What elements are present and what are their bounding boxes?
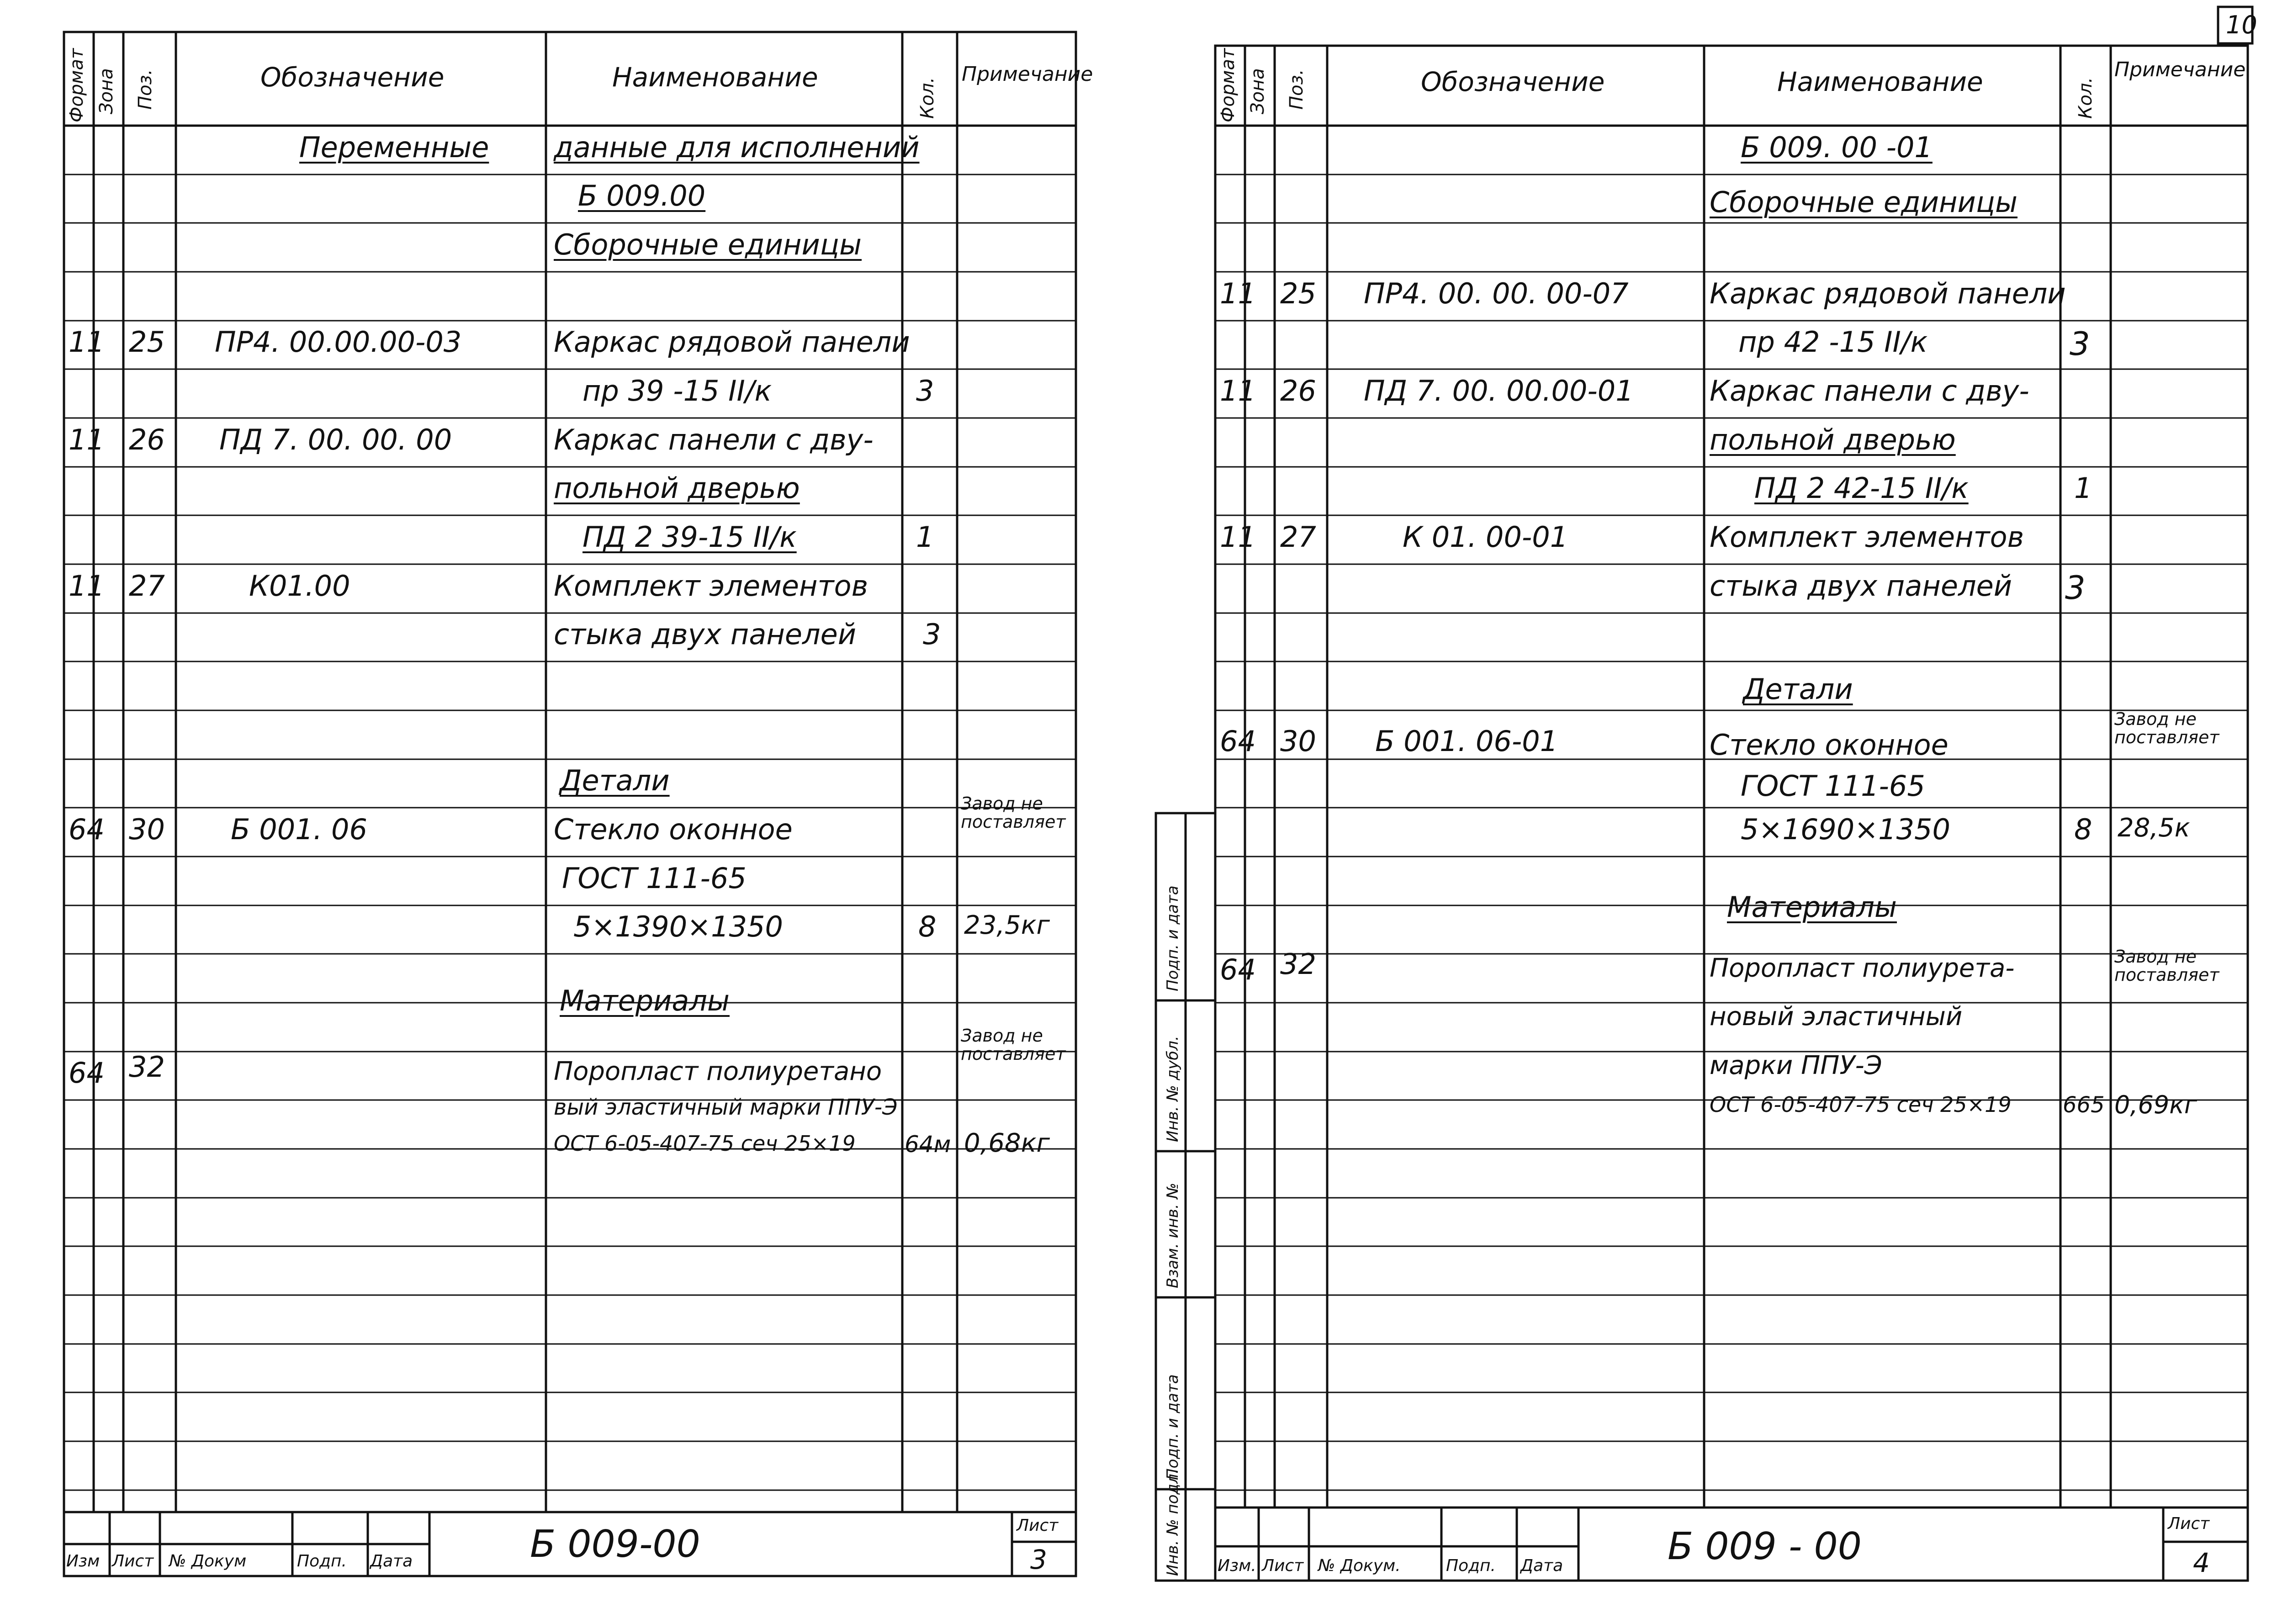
row-name: Каркас панели с дву- xyxy=(1710,374,2029,407)
section-title-variable: Переменные xyxy=(299,131,489,164)
row-pos: 25 xyxy=(1280,277,1316,310)
header-note: Примечание xyxy=(962,63,1093,86)
detail-name: Стекло оконное xyxy=(554,813,793,846)
side-label-orig-inv: Инв. № подл. xyxy=(1164,1469,1182,1576)
material-qty: 64м xyxy=(905,1131,951,1158)
tb-doc: № Докум. xyxy=(1318,1556,1401,1575)
row-name: Комплект элементов xyxy=(1710,520,2024,554)
detail-weight: 28,5к xyxy=(2118,813,2190,843)
material-format: 64 xyxy=(69,1056,105,1090)
material-format: 64 xyxy=(1220,953,1256,986)
row-designation: ПД 7. 00. 00.00-01 xyxy=(1364,374,1634,407)
material-pos: 32 xyxy=(1280,947,1316,981)
tb-sheet-label: Лист xyxy=(1017,1516,1059,1535)
row-format: 11 xyxy=(69,423,105,456)
detail-name-cont: ГОСТ 111-65 xyxy=(562,862,747,895)
header-name: Наименование xyxy=(612,62,818,93)
section-title-variants: данные для исполнений xyxy=(554,131,920,164)
header-note: Примечание xyxy=(2114,58,2246,81)
material-weight: 0,69кг xyxy=(2114,1090,2198,1119)
details-heading: Детали xyxy=(1743,672,1853,706)
detail-weight: 23,5кг xyxy=(964,910,1050,940)
detail-name-cont: ГОСТ 111-65 xyxy=(1741,769,1925,803)
material-note: Завод не поставляет xyxy=(2114,947,2219,985)
tb-sheet-label: Лист xyxy=(2168,1514,2210,1533)
row-format: 11 xyxy=(69,325,105,359)
materials-heading: Материалы xyxy=(560,984,730,1017)
row-qty: 3 xyxy=(923,618,941,651)
row-name-cont: ПД 2 42-15 II/к xyxy=(1754,471,1969,505)
row-pos: 27 xyxy=(1280,520,1316,554)
row-pos: 26 xyxy=(129,423,165,456)
row-name-cont: ПД 2 39-15 II/к xyxy=(582,520,797,554)
detail-pos: 30 xyxy=(1280,725,1316,758)
row-pos: 25 xyxy=(129,325,165,359)
material-name-cont: вый эластичный марки ППУ-Э xyxy=(554,1095,898,1120)
material-name-cont: марки ППУ-Э xyxy=(1710,1051,1882,1080)
row-qty: 3 xyxy=(916,374,934,407)
variant-code: Б 009.00 xyxy=(578,179,706,212)
row-format: 11 xyxy=(1220,374,1256,407)
tb-izm: Изм xyxy=(66,1552,100,1571)
material-weight: 0,68кг xyxy=(964,1128,1050,1158)
row-name: Каркас панели с дву- xyxy=(554,423,874,456)
row-name-cont: польной дверью xyxy=(554,471,800,505)
detail-name-cont: 5×1690×1350 xyxy=(1741,813,1950,846)
tb-sign: Подп. xyxy=(297,1552,347,1571)
row-pos: 26 xyxy=(1280,374,1316,407)
left-spec-sheet xyxy=(0,0,1115,1624)
row-name: Комплект элементов xyxy=(554,569,868,603)
tb-list: Лист xyxy=(112,1552,154,1571)
material-spec: ОСТ 6-05-407-75 сеч 25×19 xyxy=(554,1131,856,1156)
detail-note: Завод не поставляет xyxy=(2114,709,2219,747)
row-name: Каркас рядовой панели xyxy=(1710,277,2066,310)
assemblies-heading: Сборочные единицы xyxy=(1710,185,2018,219)
variant-code: Б 009. 00 -01 xyxy=(1741,131,1933,164)
row-qty: 3 xyxy=(2065,569,2086,607)
row-format: 11 xyxy=(1220,520,1256,554)
row-pos: 27 xyxy=(129,569,165,603)
row-name-cont: пр 42 -15 II/к xyxy=(1738,325,1928,359)
right-table-grid xyxy=(1147,0,2277,1624)
header-name: Наименование xyxy=(1777,66,1983,97)
row-designation: К01.00 xyxy=(249,569,350,603)
detail-designation: Б 001. 06 xyxy=(231,813,367,846)
materials-heading: Материалы xyxy=(1727,890,1897,924)
page-number: 10 xyxy=(2226,11,2257,39)
detail-pos: 30 xyxy=(129,813,165,846)
tb-sheet-number: 3 xyxy=(1030,1544,1047,1575)
detail-qty: 8 xyxy=(918,910,937,943)
tb-sheet-number: 4 xyxy=(2193,1547,2210,1578)
material-name: Поропласт полиурета- xyxy=(1710,953,2015,983)
row-designation: ПР4. 00. 00. 00-07 xyxy=(1364,277,1629,310)
details-heading: Детали xyxy=(560,764,670,797)
tb-izm: Изм. xyxy=(1218,1556,1256,1575)
detail-name: Стекло оконное xyxy=(1710,728,1949,762)
detail-format: 64 xyxy=(1220,725,1256,758)
right-spec-sheet xyxy=(1147,0,2277,1624)
row-name-cont: пр 39 -15 II/к xyxy=(582,374,772,407)
row-name: Каркас рядовой панели xyxy=(554,325,910,359)
material-name-cont: новый эластичный xyxy=(1710,1002,1963,1032)
row-qty: 1 xyxy=(2074,471,2092,505)
detail-designation: Б 001. 06-01 xyxy=(1375,725,1558,758)
row-name-cont: стыка двух панелей xyxy=(554,618,857,651)
row-designation: ПР4. 00.00.00-03 xyxy=(215,325,462,359)
tb-sign: Подп. xyxy=(1446,1556,1496,1575)
header-pos: Поз. xyxy=(1286,69,1307,110)
assemblies-heading: Сборочные единицы xyxy=(554,228,862,261)
tb-document-code: Б 009-00 xyxy=(530,1523,700,1566)
side-label-sign-date: Подп. и дата xyxy=(1164,885,1182,991)
tb-list: Лист xyxy=(1262,1556,1304,1575)
row-qty: 3 xyxy=(2070,325,2090,363)
header-pos: Поз. xyxy=(135,69,156,110)
detail-format: 64 xyxy=(69,813,105,846)
header-qty: Кол. xyxy=(917,77,938,119)
material-pos: 32 xyxy=(129,1050,165,1084)
material-qty: 665 xyxy=(2063,1092,2105,1118)
tb-date: Дата xyxy=(370,1552,413,1571)
row-name-cont: стыка двух панелей xyxy=(1710,569,2012,603)
row-designation: ПД 7. 00. 00. 00 xyxy=(219,423,452,456)
header-qty: Кол. xyxy=(2075,77,2096,119)
header-designation: Обозначение xyxy=(1421,66,1605,97)
row-qty: 1 xyxy=(916,520,934,554)
material-name: Поропласт полиуретано xyxy=(554,1057,882,1086)
tb-doc: № Докум xyxy=(169,1552,247,1571)
tb-date: Дата xyxy=(1520,1556,1563,1575)
detail-qty: 8 xyxy=(2074,813,2092,846)
material-spec: ОСТ 6-05-407-75 сеч 25×19 xyxy=(1710,1092,2012,1117)
side-label-sign-date-2: Подп. и дата xyxy=(1164,1374,1182,1480)
material-note: Завод не поставляет xyxy=(961,1026,1066,1064)
row-name-cont: польной дверью xyxy=(1710,423,1956,456)
header-format: Формат xyxy=(66,48,87,122)
row-format: 11 xyxy=(1220,277,1256,310)
header-format: Формат xyxy=(1218,48,1239,122)
header-zone: Зона xyxy=(1247,68,1268,114)
header-designation: Обозначение xyxy=(260,62,445,93)
detail-name-cont: 5×1390×1350 xyxy=(573,910,783,943)
row-format: 11 xyxy=(69,569,105,603)
row-designation: К 01. 00-01 xyxy=(1403,520,1568,554)
side-label-dup-inv: Инв. № дубл. xyxy=(1164,1036,1182,1142)
side-label-repl-inv: Взам. инв. № xyxy=(1164,1183,1182,1288)
tb-document-code: Б 009 - 00 xyxy=(1668,1525,1862,1568)
header-zone: Зона xyxy=(96,68,117,114)
detail-note: Завод не поставляет xyxy=(961,793,1066,832)
